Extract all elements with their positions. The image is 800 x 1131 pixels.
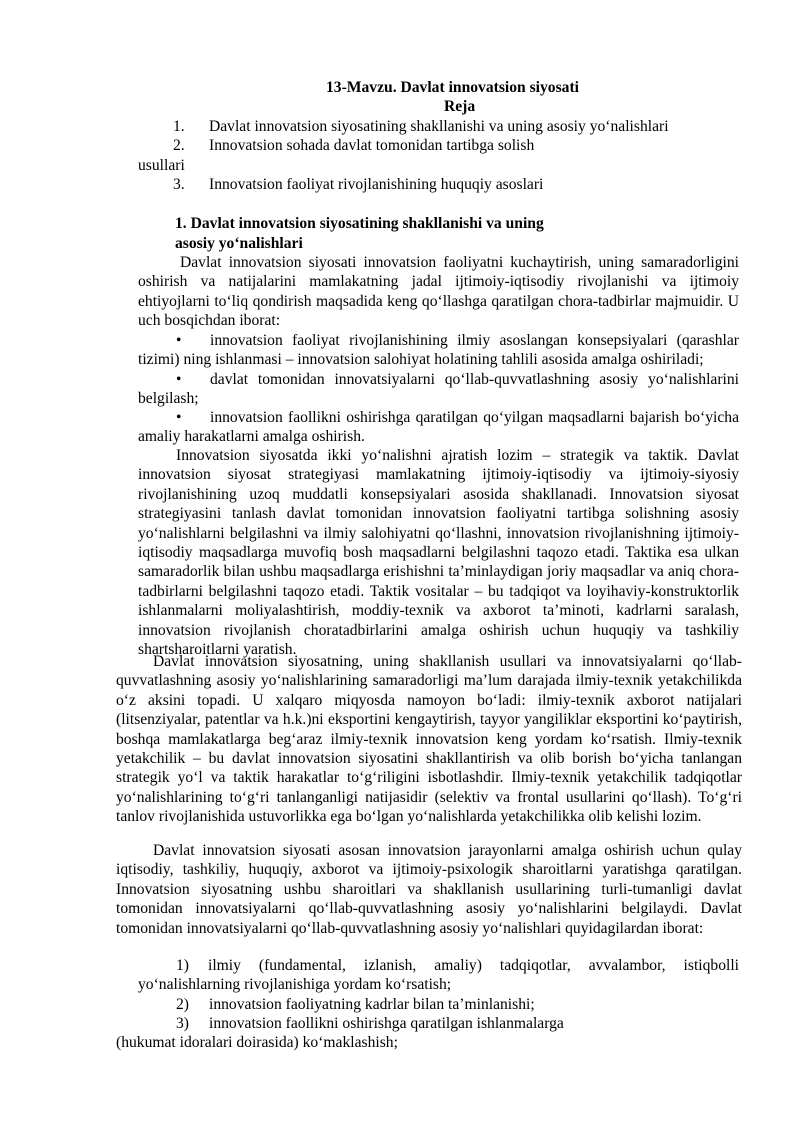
section-heading-continued: asosiy yo‘nalishlari	[175, 235, 303, 252]
paragraph: Davlat innovatsion siyosatning, uning shakllanish usullari va innovatsiyalarni qo‘llab-quvvatlashning asosiy yo‘nalishlarining samaradorligi ma’lum darajada ilmiy-texnik yetakchilikda o‘z aksini topadi. U xalqaro miqyosda namoyon bo‘ladi: ilmiy-texnik axborot natijalari (litsenziyalar, patentlar va h.k.)ni eksportini kengaytirish, tayyor yangiliklar eksportini ko‘paytirish, boshqa mamlakatlarga beg‘araz ilmiy-texnik innovatsion keng yordam ko‘rsatish. Ilmiy-texnik yetakchilik – bu davlat innovatsion siyosatini shakllantirish va olib borish bo‘yicha tanlangan strategik yo‘l va taktik harakatlar to‘g‘riligini isbotlashdir. Ilmiy-texnik yetakchilik tadqiqotlar yo‘nalishlarining to‘g‘ri tanlanganligi natijasidir (selektiv va frontal usullarini qo‘llash). To‘g‘ri tanlov rivojlanishida ustuvorlikka ega bo‘lgan yo‘nalishlarda yetakchilikka olib kelishi lozim.	[116, 653, 742, 826]
numbered-item: innovatsion faollikni oshirishga qaratilgan ishlanmalarga	[209, 1015, 564, 1032]
numbered-item-number: 3)	[176, 1015, 189, 1032]
bullet-item: davlat tomonidan innovatsiyalarni qo‘llab-quvvatlashning asosiy yo‘nalishlarini belgilash;	[138, 371, 739, 408]
bullet-icon: •	[176, 409, 182, 426]
document-title: 13-Mavzu. Davlat innovatsion siyosati	[326, 79, 579, 96]
paragraph: Davlat innovatsion siyosati asosan innovatsion jarayonlarni amalga oshirish uchun qulay iqtisodiy, tashkiliy, huquqiy, axborot va ijtimoiy-psixologik sharoitlarni yaratishga qaratilgan. Innovatsion siyosatning ushbu sharoitlari va shakllanish usullarining turli-tumanligi davlat tomonidan innovatsiyalarni qo‘llab-quvvatlashning asosiy yo‘nalishlarini belgilaydi. Davlat tomonidan innovatsiyalarni qo‘llab-quvvatlashning asosiy yo‘nalishlari quyidagilardan iborat:	[116, 842, 742, 937]
plan-item-number: 2.	[173, 137, 185, 154]
plan-item: Innovatsion faoliyat rivojlanishining huquqiy asoslari	[209, 176, 544, 193]
plan-heading: Reja	[444, 98, 476, 115]
plan-item-continuation: usullari	[138, 157, 185, 174]
bullet-item: innovatsion faollikni oshirishga qaratilgan qo‘yilgan maqsadlarni bajarish bo‘yicha amaliy harakatlarni amalga oshirish.	[138, 409, 739, 446]
bullet-icon: •	[176, 371, 182, 388]
plan-item-number: 1.	[173, 118, 185, 135]
numbered-item-number: 1)	[176, 957, 189, 974]
list-continuation: (hukumat idoralari doirasida) ko‘maklashish;	[116, 1034, 398, 1051]
numbered-item-number: 2)	[176, 996, 189, 1013]
numbered-item: innovatsion faoliyatning kadrlar bilan ta’minlanishi;	[209, 996, 535, 1013]
bullet-item: innovatsion faoliyat rivojlanishining ilmiy asoslangan konsepsiyalari (qarashlar tizimi) ning ishlanmasi – innovatsion salohiyat holatining tahlili asosida amalga oshiriladi;	[138, 332, 739, 369]
plan-item: Davlat innovatsion siyosatining shakllanishi va uning asosiy yo‘nalishlari	[209, 118, 669, 135]
plan-item: Innovatsion sohada davlat tomonidan tartibga solish	[209, 137, 535, 154]
section-heading: 1. Davlat innovatsion siyosatining shakllanishi va uning	[175, 215, 544, 232]
bullet-icon: •	[176, 332, 182, 349]
paragraph: Innovatsion siyosatda ikki yo‘nalishni ajratish lozim – strategik va taktik. Davlat innovatsion siyosat strategiyasi mamlakatning ijtimoiy-iqtisodiy va ijtimoiy-siyosiy rivojlanishining uzoq muddatli konsepsiyalari asosida shakllanadi. Innovatsion siyosat strategiyasini tanlash davlat tomonidan innovatsion faoliyatni tartibga solishning asosiy yo‘nalishlarni belgilashni va ilmiy salohiyatni qo‘llashni, innovatsion rivojlanishning ijtimoiy-iqtisodiy maqsadlarga muvofiq bosh maqsadlarni belgilashni taqozo etadi. Taktika esa ulkan samaradorlik bilan ushbu maqsadlarga erishishni ta’minlaydigan joriy maqsadlar va aniq chora-tadbirlarni belgilashni taqozo etadi. Taktik vositalar – bu tadqiqot va loyihaviy-konstruktorlik ishlanmalarni moliyalashtirish, moddiy-texnik va axborot ta’minoti, kadrlarni saralash, innovatsion rivojlanish choratadbirlarini amalga oshirish uchun huquqiy va tashkiliy shartsharoitlarni yaratish.	[138, 447, 739, 659]
plan-item-number: 3.	[173, 176, 185, 193]
numbered-item: ilmiy (fundamental, izlanish, amaliy) tadqiqotlar, avvalambor, istiqbolli yo‘nalishlarning rivojlanishiga yordam ko‘rsatish;	[138, 957, 739, 994]
paragraph: Davlat innovatsion siyosati innovatsion faoliyatni kuchaytirish, uning samaradorligini oshirish va natijalarini mamlakatning jadal ijtimoiy-iqtisodiy rivojlanishi va ijtimoiy ehtiyojlarni to‘liq qondirish maqsadida keng qo‘llashga qaratilgan chora-tadbirlar majmuidir. U uch bosqichdan iborat:	[138, 254, 739, 330]
